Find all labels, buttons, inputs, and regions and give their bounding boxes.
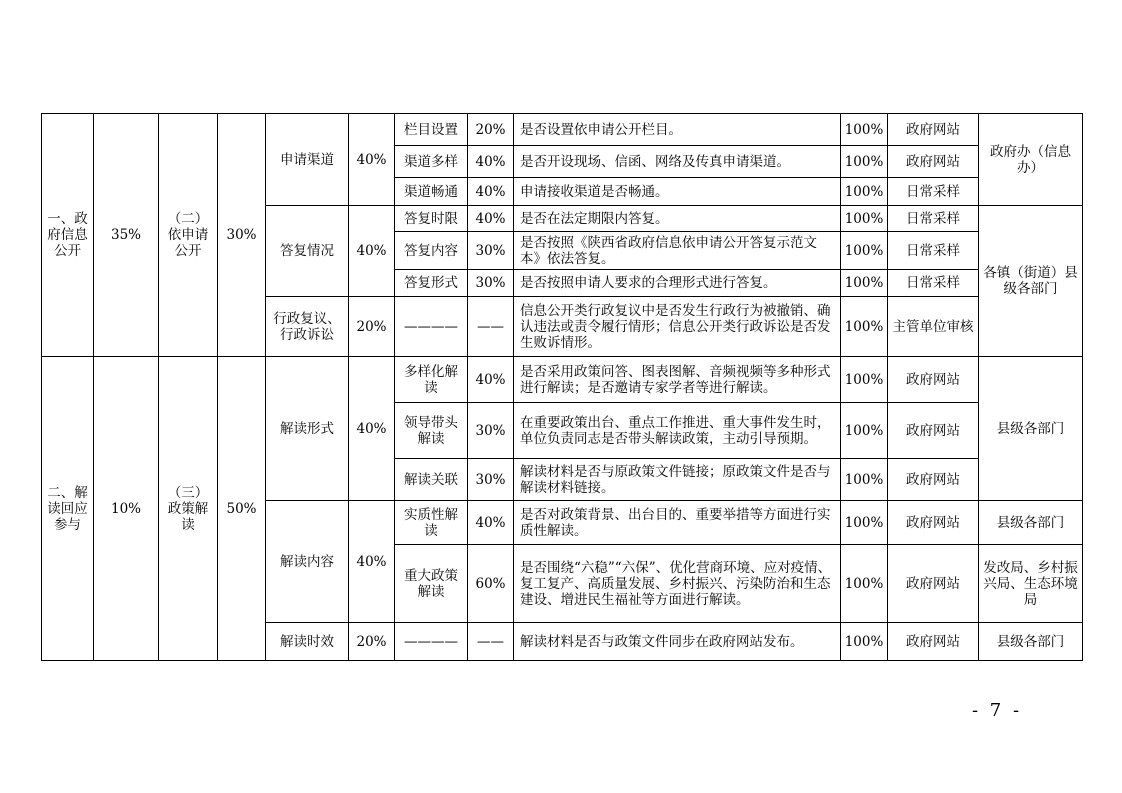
item-score: 100% — [841, 357, 888, 403]
item-weight: 20% — [468, 114, 514, 146]
item-weight: 30% — [468, 403, 514, 459]
item-method: 日常采样 — [888, 206, 979, 232]
item-method: 政府网站 — [888, 459, 979, 501]
item-weight: —— — [468, 623, 514, 661]
item-weight: —— — [468, 297, 514, 357]
item-method: 政府网站 — [888, 501, 979, 545]
responsible-dept: 县级各部门 — [979, 501, 1083, 545]
item-name: 栏目设置 — [395, 114, 468, 146]
item-name: 多样化解读 — [395, 357, 468, 403]
item-name: 答复内容 — [395, 232, 468, 270]
subcategory-weight: 30% — [218, 114, 266, 357]
item-weight: 30% — [468, 459, 514, 501]
item-weight: 30% — [468, 270, 514, 297]
item-name: ———— — [395, 623, 468, 661]
group-name: 答复情况 — [266, 206, 349, 297]
subcategory-cell: （三）政策解读 — [159, 357, 218, 661]
item-name: 重大政策解读 — [395, 545, 468, 623]
item-description: 解读材料是否与原政策文件链接；原政策文件是否与解读材料链接。 — [514, 459, 841, 501]
item-description: 解读材料是否与政策文件同步在政府网站发布。 — [514, 623, 841, 661]
item-weight: 30% — [468, 232, 514, 270]
responsible-dept: 县级各部门 — [979, 357, 1083, 501]
page-number: - 7 - — [972, 700, 1023, 721]
subcategory-weight: 50% — [218, 357, 266, 661]
responsible-dept: 政府办（信息办） — [979, 114, 1083, 206]
item-score: 100% — [841, 459, 888, 501]
item-weight: 60% — [468, 545, 514, 623]
category-weight: 10% — [94, 357, 159, 661]
group-name: 申请渠道 — [266, 114, 349, 206]
group-weight: 40% — [349, 501, 395, 623]
item-description: 在重要政策出台、重点工作推进、重大事件发生时，单位负责同志是否带头解读政策，主动引导预期。 — [514, 403, 841, 459]
item-name: 实质性解读 — [395, 501, 468, 545]
item-method: 政府网站 — [888, 146, 979, 178]
group-name: 行政复议、行政诉讼 — [266, 297, 349, 357]
item-score: 100% — [841, 270, 888, 297]
group-weight: 40% — [349, 114, 395, 206]
item-description: 是否对政策背景、出台目的、重要举措等方面进行实质性解读。 — [514, 501, 841, 545]
group-name: 解读形式 — [266, 357, 349, 501]
item-weight: 40% — [468, 178, 514, 206]
item-method: 日常采样 — [888, 270, 979, 297]
item-score: 100% — [841, 545, 888, 623]
item-description: 是否按照《陕西省政府信息依申请公开答复示范文本》依法答复。 — [514, 232, 841, 270]
item-method: 政府网站 — [888, 623, 979, 661]
item-score: 100% — [841, 403, 888, 459]
item-description: 信息公开类行政复议中是否发生行政行为被撤销、确认违法或责令履行情形；信息公开类行政诉讼是否发生败诉情形。 — [514, 297, 841, 357]
item-weight: 40% — [468, 206, 514, 232]
item-score: 100% — [841, 114, 888, 146]
item-name: ———— — [395, 297, 468, 357]
item-score: 100% — [841, 623, 888, 661]
item-method: 政府网站 — [888, 403, 979, 459]
subcategory-cell: （二）依申请公开 — [159, 114, 218, 357]
group-weight: 40% — [349, 206, 395, 297]
item-score: 100% — [841, 501, 888, 545]
indicator-table — [41, 113, 1083, 661]
group-weight: 20% — [349, 297, 395, 357]
item-name: 渠道多样 — [395, 146, 468, 178]
item-weight: 40% — [468, 501, 514, 545]
item-method: 日常采样 — [888, 232, 979, 270]
item-score: 100% — [841, 146, 888, 178]
group-name: 解读内容 — [266, 501, 349, 623]
item-score: 100% — [841, 178, 888, 206]
item-description: 是否设置依申请公开栏目。 — [514, 114, 841, 146]
item-description: 是否采用政策问答、图表图解、音频视频等多种形式进行解读；是否邀请专家学者等进行解读。 — [514, 357, 841, 403]
category-cell: 一、政府信息公开 — [42, 114, 94, 357]
group-weight: 20% — [349, 623, 395, 661]
item-score: 100% — [841, 206, 888, 232]
item-description: 是否围绕“六稳”“六保”、优化营商环境、应对疫情、复工复产、高质量发展、乡村振兴、污染防治和生态建设、增进民生福祉等方面进行解读。 — [514, 545, 841, 623]
item-score: 100% — [841, 232, 888, 270]
table-row — [42, 114, 1083, 146]
responsible-dept: 各镇（街道）县级各部门 — [979, 206, 1083, 357]
category-cell: 二、解读回应参与 — [42, 357, 94, 661]
group-name: 解读时效 — [266, 623, 349, 661]
category-weight: 35% — [94, 114, 159, 357]
responsible-dept: 发改局、乡村振兴局、生态环境局 — [979, 545, 1083, 623]
item-description: 申请接收渠道是否畅通。 — [514, 178, 841, 206]
item-weight: 40% — [468, 357, 514, 403]
responsible-dept: 县级各部门 — [979, 623, 1083, 661]
group-weight: 40% — [349, 357, 395, 501]
item-method: 政府网站 — [888, 357, 979, 403]
item-description: 是否开设现场、信函、网络及传真申请渠道。 — [514, 146, 841, 178]
item-description: 是否在法定期限内答复。 — [514, 206, 841, 232]
item-method: 政府网站 — [888, 114, 979, 146]
item-name: 答复时限 — [395, 206, 468, 232]
table-row — [42, 357, 1083, 403]
item-method: 政府网站 — [888, 545, 979, 623]
item-weight: 40% — [468, 146, 514, 178]
item-name: 答复形式 — [395, 270, 468, 297]
item-name: 渠道畅通 — [395, 178, 468, 206]
item-description: 是否按照申请人要求的合理形式进行答复。 — [514, 270, 841, 297]
item-score: 100% — [841, 297, 888, 357]
item-method: 日常采样 — [888, 178, 979, 206]
item-name: 领导带头解读 — [395, 403, 468, 459]
item-method: 主管单位审核 — [888, 297, 979, 357]
item-name: 解读关联 — [395, 459, 468, 501]
